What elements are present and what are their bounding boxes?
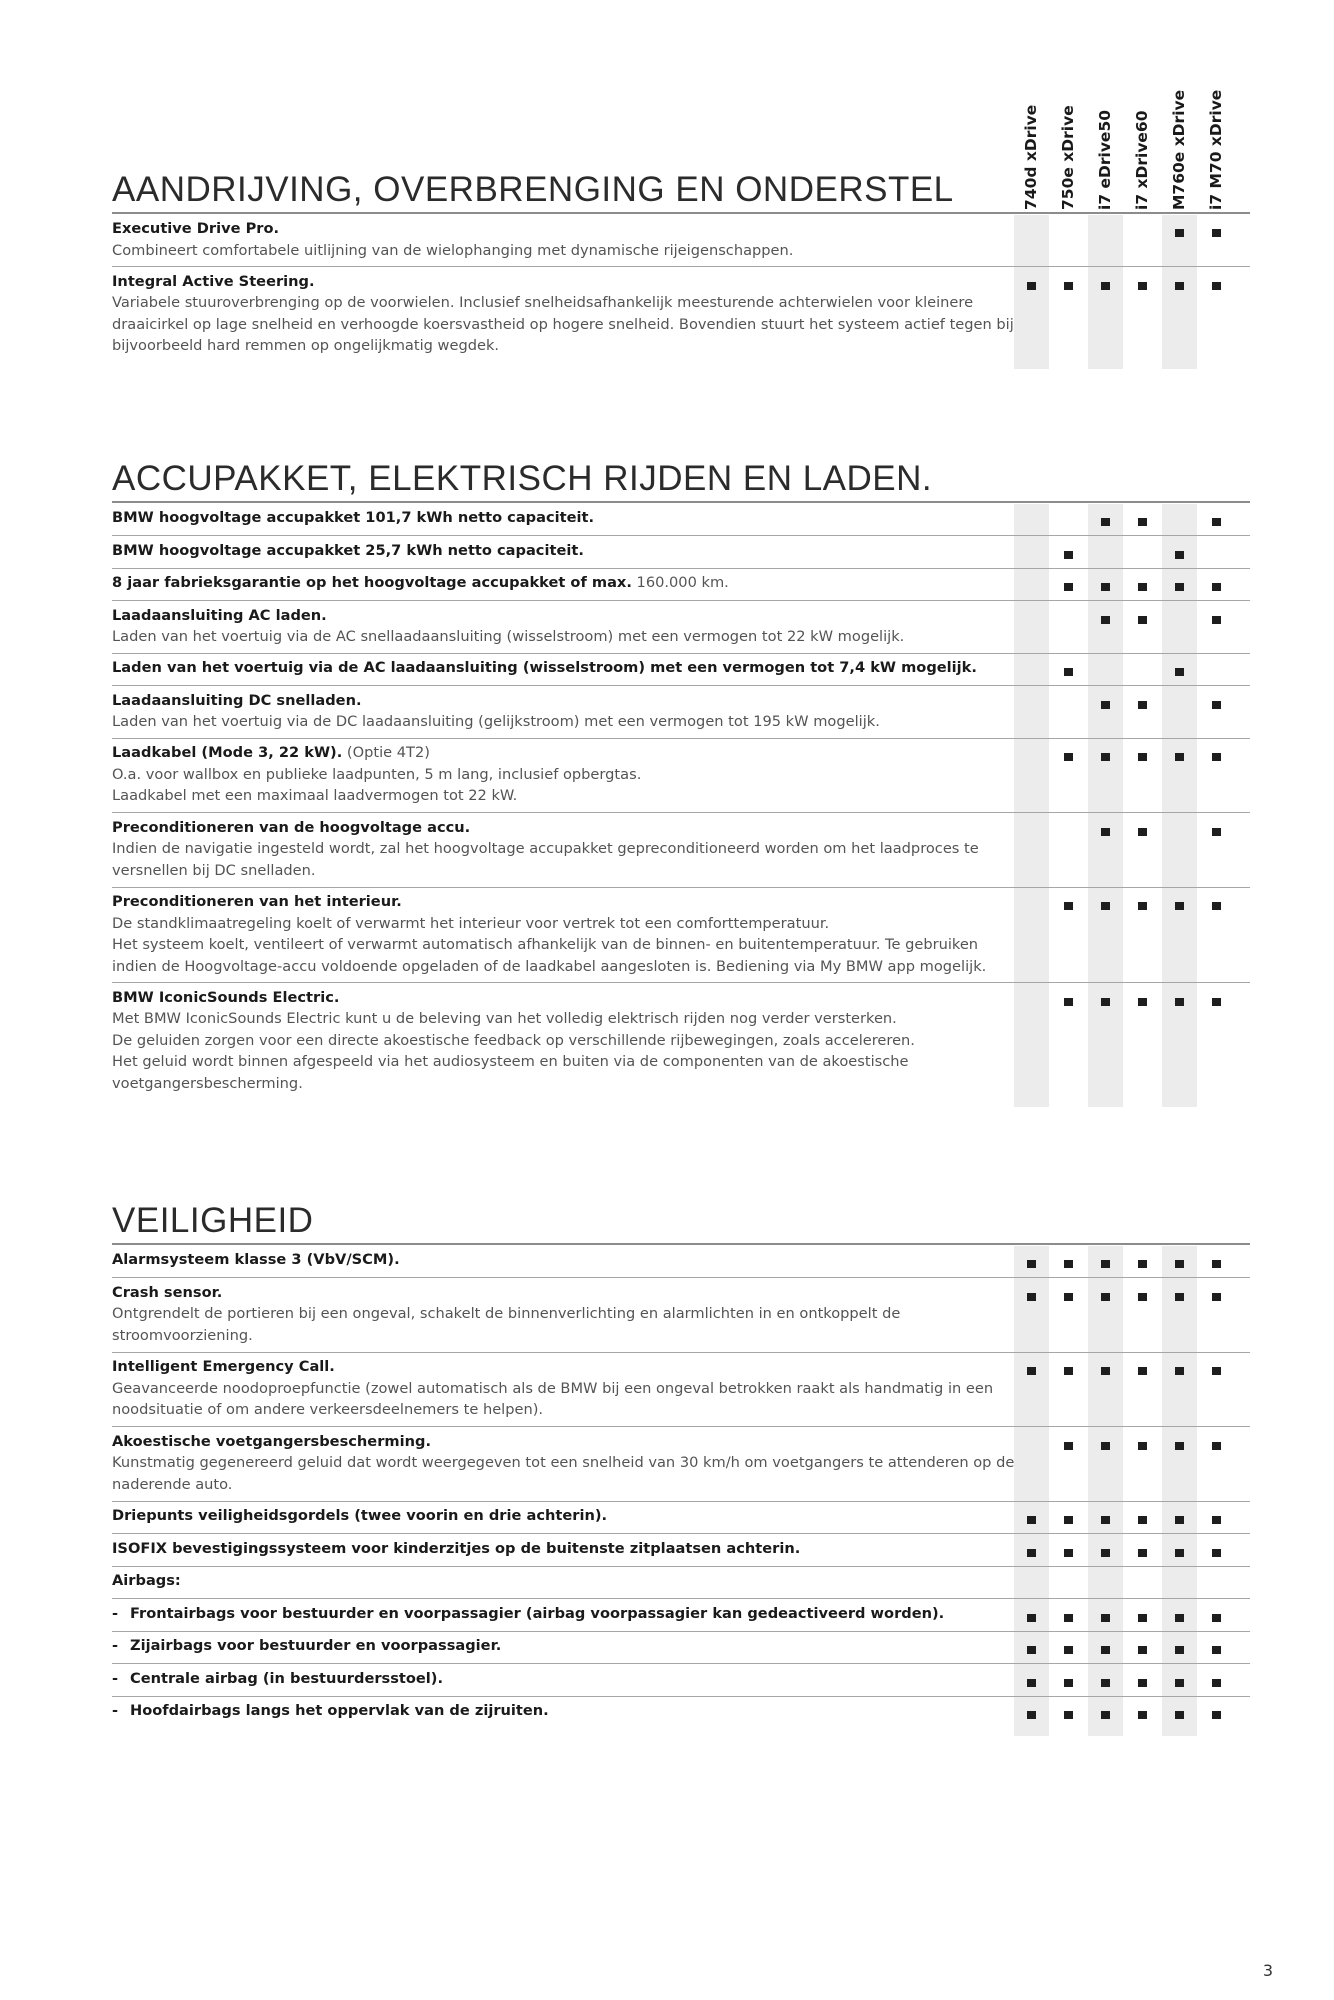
availability-mark <box>1101 998 1110 1006</box>
availability-mark <box>1138 1260 1147 1268</box>
availability-mark <box>1212 1549 1221 1557</box>
feature-description: Laden van het voertuig via de DC laadaansluiting (gelijkstroom) met een vermogen tot 195 kW mogelijk. <box>112 713 880 730</box>
availability-mark <box>1138 1711 1147 1719</box>
spec-text <box>112 987 1017 1095</box>
section-title: AANDRIJVING, OVERBRENGING EN ONDERSTEL <box>112 170 954 209</box>
spec-text <box>112 1700 1017 1722</box>
section-title: VEILIGHEID <box>112 1201 314 1240</box>
availability-mark <box>1175 902 1184 910</box>
availability-mark <box>1064 998 1073 1006</box>
availability-mark <box>1175 1260 1184 1268</box>
spec-row <box>112 1279 1250 1353</box>
spec-text <box>112 605 1017 648</box>
spec-row <box>112 1600 1250 1632</box>
spec-row <box>112 1353 1250 1427</box>
availability-mark <box>1175 1549 1184 1557</box>
availability-mark <box>1175 1614 1184 1622</box>
availability-mark <box>1138 1293 1147 1301</box>
feature-description: Het systeem koelt, ventileert of verwarmt automatisch afhankelijk van de binnen- en buitentemperatuur. Te gebruiken indien de Hoogvoltage-accu voldoende opgeladen of de laadkabel aangesloten is. Bediening via My BMW app mogelijk. <box>112 936 987 975</box>
availability-mark <box>1175 229 1184 237</box>
availability-mark <box>1212 701 1221 709</box>
feature-name: Zijairbags voor bestuurder en voorpassagier. <box>130 1637 502 1654</box>
availability-mark <box>1027 1614 1036 1622</box>
availability-mark <box>1175 668 1184 676</box>
feature-description: Laden van het voertuig via de AC snellaadaansluiting (wisselstroom) met een vermogen tot 22 kW mogelijk. <box>112 628 905 645</box>
availability-mark <box>1212 1260 1221 1268</box>
availability-mark <box>1027 1293 1036 1301</box>
feature-description: Kunstmatig gegenereerd geluid dat wordt weergegeven tot een snelheid van 30 km/h om voetgangers te attenderen op de naderende auto. <box>112 1454 1015 1493</box>
availability-mark <box>1101 1711 1110 1719</box>
availability-mark <box>1175 282 1184 290</box>
spec-row <box>112 1567 1250 1599</box>
availability-mark <box>1064 1293 1073 1301</box>
spec-text <box>112 891 1017 977</box>
availability-mark <box>1138 701 1147 709</box>
availability-mark <box>1212 583 1221 591</box>
availability-mark <box>1064 1367 1073 1375</box>
feature-name: Airbags: <box>112 1572 181 1589</box>
availability-mark <box>1175 1516 1184 1524</box>
availability-mark <box>1212 998 1221 1006</box>
column-header: i7 xDrive60 <box>1133 110 1151 210</box>
feature-name: Executive Drive Pro. <box>112 220 280 237</box>
availability-mark <box>1027 1367 1036 1375</box>
feature-name: Laden van het voertuig via de AC laadaansluiting (wisselstroom) met een vermogen tot 7,4 kW mogelijk. <box>112 659 977 676</box>
feature-name: Integral Active Steering. <box>112 272 315 290</box>
availability-mark <box>1212 282 1221 290</box>
spec-text <box>112 218 1017 261</box>
availability-mark <box>1175 1711 1184 1719</box>
availability-mark <box>1064 551 1073 559</box>
availability-mark <box>1101 1549 1110 1557</box>
feature-name: Crash sensor. <box>112 1283 223 1301</box>
availability-mark <box>1064 1646 1073 1654</box>
feature-description: Indien de navigatie ingesteld wordt, zal het hoogvoltage accupakket gepreconditioneerd worden om het laadproces te versnellen bij DC snelladen. <box>112 840 979 879</box>
spec-row <box>112 1428 1250 1502</box>
feature-name: Laadaansluiting AC laden. <box>112 606 327 624</box>
availability-mark <box>1101 1442 1110 1450</box>
availability-mark <box>1027 1516 1036 1524</box>
feature-description: Combineert comfortabele uitlijning van de wielophanging met dynamische rijeigenschappen. <box>112 241 794 259</box>
list-dash: - <box>112 1669 119 1687</box>
feature-name: Intelligent Emergency Call. <box>112 1358 335 1375</box>
availability-mark <box>1138 616 1147 624</box>
feature-name: Preconditioneren van de hoogvoltage accu. <box>112 818 471 836</box>
feature-name: Preconditioneren van het interieur. <box>112 893 402 910</box>
column-header: i7 M70 xDrive <box>1207 89 1225 210</box>
availability-mark <box>1175 1679 1184 1687</box>
spec-text <box>112 572 1017 594</box>
spec-text <box>112 690 1017 733</box>
availability-mark <box>1101 902 1110 910</box>
availability-mark <box>1138 1679 1147 1687</box>
spec-row <box>112 215 1250 267</box>
column-header: M760e xDrive <box>1170 89 1188 210</box>
availability-mark <box>1138 1646 1147 1654</box>
availability-mark <box>1027 1711 1036 1719</box>
availability-mark <box>1212 1711 1221 1719</box>
feature-note: (Optie 4T2) <box>342 744 430 761</box>
feature-name: ISOFIX bevestigingssysteem voor kinderzitjes op de buitenste zitplaatsen achterin. <box>112 1539 801 1557</box>
spec-text <box>112 1249 1017 1271</box>
availability-mark <box>1175 583 1184 591</box>
feature-name: BMW hoogvoltage accupakket 101,7 kWh netto capaciteit. <box>112 509 595 526</box>
availability-mark <box>1064 668 1073 676</box>
availability-mark <box>1212 1293 1221 1301</box>
spec-text <box>112 657 1017 679</box>
availability-mark <box>1064 902 1073 910</box>
feature-name: Akoestische voetgangersbescherming. <box>112 1432 431 1450</box>
feature-description: De standklimaatregeling koelt of verwarmt het interieur voor vertrek tot een comforttemperatuur. <box>112 914 830 932</box>
list-dash: - <box>112 1604 119 1622</box>
feature-name: Laadkabel (Mode 3, 22 kW). <box>112 744 343 761</box>
feature-name: Driepunts veiligheidsgordels (twee voorin en drie achterin). <box>112 1507 608 1524</box>
spec-row <box>112 1632 1250 1664</box>
availability-mark <box>1212 1442 1221 1450</box>
availability-mark <box>1138 282 1147 290</box>
availability-mark <box>1175 753 1184 761</box>
spec-row <box>112 739 1250 813</box>
availability-mark <box>1138 1442 1147 1450</box>
spec-row <box>112 268 1250 362</box>
availability-mark <box>1212 828 1221 836</box>
spec-row <box>112 569 1250 601</box>
availability-mark <box>1101 282 1110 290</box>
availability-mark <box>1138 1367 1147 1375</box>
availability-mark <box>1027 282 1036 290</box>
feature-name: Centrale airbag (in bestuurdersstoel). <box>130 1669 444 1687</box>
spec-row <box>112 1665 1250 1697</box>
spec-text <box>112 1668 1017 1690</box>
availability-mark <box>1064 1614 1073 1622</box>
spec-text <box>112 507 1017 529</box>
availability-mark <box>1138 1516 1147 1524</box>
availability-mark <box>1212 1646 1221 1654</box>
spec-row <box>112 1535 1250 1567</box>
feature-name: BMW IconicSounds Electric. <box>112 988 340 1006</box>
availability-mark <box>1212 518 1221 526</box>
feature-description: Het geluid wordt binnen afgespeeld via het audiosysteem en buiten via de componenten van de akoestische voetgangersbescherming. <box>112 1053 909 1092</box>
availability-mark <box>1138 902 1147 910</box>
spec-text <box>112 1603 1017 1625</box>
spec-text <box>112 1505 1017 1527</box>
spec-text <box>112 1282 1017 1347</box>
section-rule <box>112 501 1250 503</box>
section-accupakket <box>112 449 1250 1119</box>
spec-row <box>112 984 1250 1100</box>
spec-row <box>112 504 1250 536</box>
spec-text <box>112 1570 1017 1592</box>
availability-mark <box>1101 701 1110 709</box>
availability-mark <box>1027 1679 1036 1687</box>
feature-name: 8 jaar fabrieksgarantie op het hoogvoltage accupakket of max. <box>112 574 632 591</box>
availability-mark <box>1138 998 1147 1006</box>
feature-name: Alarmsysteem klasse 3 (VbV/SCM). <box>112 1251 400 1268</box>
availability-mark <box>1138 1614 1147 1622</box>
availability-mark <box>1138 753 1147 761</box>
feature-name: BMW hoogvoltage accupakket 25,7 kWh netto capaciteit. <box>112 541 584 559</box>
spec-row <box>112 537 1250 569</box>
spec-text <box>112 817 1017 882</box>
spec-text <box>112 1356 1017 1421</box>
list-dash: - <box>112 1637 119 1654</box>
section-veiligheid <box>112 1191 1250 1751</box>
section-rule <box>112 212 1250 214</box>
availability-mark <box>1175 1367 1184 1375</box>
spec-text <box>112 1635 1017 1657</box>
availability-mark <box>1212 1614 1221 1622</box>
availability-mark <box>1027 1646 1036 1654</box>
page-number: 3 <box>1262 1961 1273 1980</box>
availability-mark <box>1064 1679 1073 1687</box>
availability-mark <box>1212 1367 1221 1375</box>
availability-mark <box>1175 1442 1184 1450</box>
spec-text <box>112 540 1017 562</box>
availability-mark <box>1212 1516 1221 1524</box>
availability-mark <box>1064 1711 1073 1719</box>
availability-mark <box>1138 1549 1147 1557</box>
feature-description: Variabele stuuroverbrenging op de voorwielen. Inclusief snelheidsafhankelijk meesturende achterwielen voor kleinere draaicirkel op lage snelheid en verhoogde koersvastheid op hogere snelheid. Bovendien stuurt het systeem actief tegen bij bijvoorbeeld hard remmen op ongelijkmatig wegdek. <box>112 294 1014 354</box>
availability-mark <box>1101 1679 1110 1687</box>
section-aandrijving <box>112 160 1250 370</box>
spec-row <box>112 1246 1250 1278</box>
availability-mark <box>1101 1614 1110 1622</box>
availability-mark <box>1101 1646 1110 1654</box>
availability-mark <box>1027 1260 1036 1268</box>
availability-mark <box>1212 902 1221 910</box>
availability-mark <box>1212 1679 1221 1687</box>
availability-mark <box>1175 551 1184 559</box>
spec-text <box>112 1431 1017 1496</box>
feature-note: 160.000 km. <box>631 574 729 591</box>
feature-name: Laadaansluiting DC snelladen. <box>112 691 362 709</box>
spec-row <box>112 654 1250 686</box>
column-header: i7 eDrive50 <box>1096 109 1114 210</box>
availability-mark <box>1212 753 1221 761</box>
spec-text <box>112 1538 1017 1560</box>
availability-mark <box>1064 1516 1073 1524</box>
feature-description: Met BMW IconicSounds Electric kunt u de beleving van het volledig elektrisch rijden nog verder versterken. <box>112 1010 897 1027</box>
spec-text <box>112 742 1017 807</box>
availability-mark <box>1064 1549 1073 1557</box>
availability-mark <box>1175 998 1184 1006</box>
availability-mark <box>1101 616 1110 624</box>
availability-mark <box>1101 1367 1110 1375</box>
spec-row <box>112 602 1250 654</box>
feature-description: De geluiden zorgen voor een directe akoestische feedback op verschillende rijbewegingen, zoals accelereren. <box>112 1031 915 1049</box>
availability-mark <box>1175 1293 1184 1301</box>
availability-mark <box>1064 282 1073 290</box>
availability-mark <box>1101 1293 1110 1301</box>
feature-description: Ontgrendelt de portieren bij een ongeval, schakelt de binnenverlichting en alarmlichten in en ontkoppelt de stroomvoorziening. <box>112 1305 901 1344</box>
availability-mark <box>1064 1442 1073 1450</box>
section-rule <box>112 1243 1250 1245</box>
spec-row <box>112 687 1250 739</box>
spec-row <box>112 814 1250 888</box>
availability-mark <box>1064 583 1073 591</box>
availability-mark <box>1212 616 1221 624</box>
column-header: 740d xDrive <box>1022 104 1040 210</box>
feature-name: Hoofdairbags langs het oppervlak van de zijruiten. <box>130 1702 549 1719</box>
availability-mark <box>1212 229 1221 237</box>
column-header: 750e xDrive <box>1059 105 1077 210</box>
availability-mark <box>1138 518 1147 526</box>
feature-description: Geavanceerde noodoproepfunctie (zowel automatisch als de BMW bij een ongeval betrokken raakt als handmatig in een noodsituatie of om andere verkeersdeelnemers te helpen). <box>112 1379 994 1418</box>
feature-description: Laadkabel met een maximaal laadvermogen tot 22 kW. <box>112 787 518 804</box>
feature-description: O.a. voor wallbox en publieke laadpunten, 5 m lang, inclusief opbergtas. <box>112 765 642 783</box>
availability-mark <box>1138 828 1147 836</box>
availability-mark <box>1138 583 1147 591</box>
availability-mark <box>1027 1549 1036 1557</box>
section-title: ACCUPAKKET, ELEKTRISCH RIJDEN EN LADEN. <box>112 459 933 498</box>
availability-mark <box>1064 1260 1073 1268</box>
spec-row <box>112 1697 1250 1728</box>
spec-text <box>112 271 1017 357</box>
spec-row <box>112 888 1250 983</box>
availability-mark <box>1101 753 1110 761</box>
availability-mark <box>1101 1516 1110 1524</box>
availability-mark <box>1101 583 1110 591</box>
availability-mark <box>1175 1646 1184 1654</box>
availability-mark <box>1101 518 1110 526</box>
feature-name: Frontairbags voor bestuurder en voorpassagier (airbag voorpassagier kan gedeactiveerd worden). <box>130 1604 945 1622</box>
availability-mark <box>1101 1260 1110 1268</box>
availability-mark <box>1064 753 1073 761</box>
spec-row <box>112 1502 1250 1534</box>
list-dash: - <box>112 1702 119 1719</box>
availability-mark <box>1101 828 1110 836</box>
